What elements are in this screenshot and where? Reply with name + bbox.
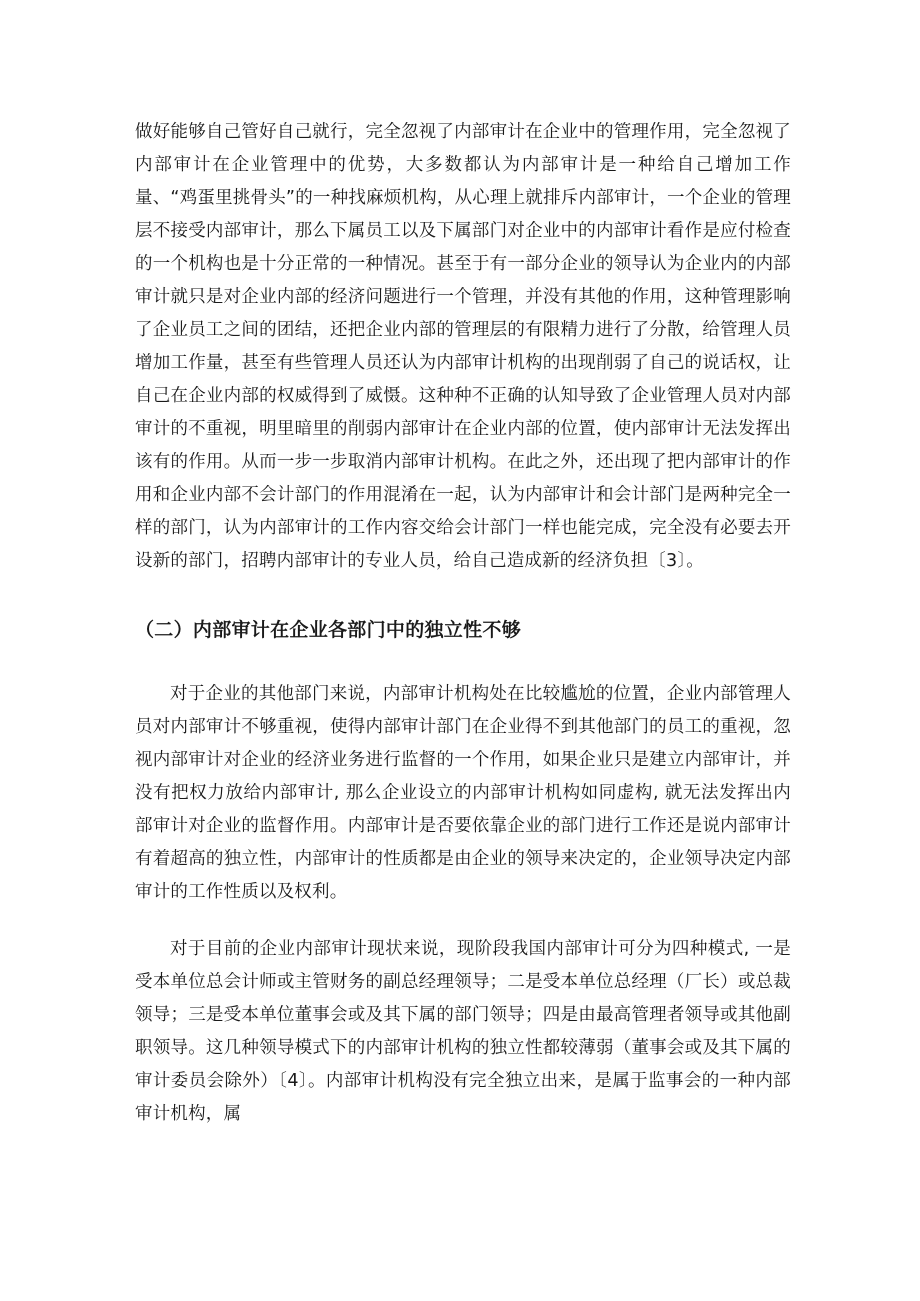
document-body <box>135 116 791 1131</box>
body-paragraph: 对于目前的企业内部审计现状来说，现阶段我国内部审计可分为四种模式, 一是受本单位总会计师或主管财务的副总经理领导；二是受本单位总经理（厂长）或总裁领导；三是受本单位董事会或及其下属的部门领导；四是由最高管理者领导或其他副职领导。这几种领导模式下的内部审计机构的独立性都较薄弱（董事会或及其下属的审计委员会除外）〔4〕。内部审计机构没有完全独立出来，是属于监事会的一种内部审计机构，属 <box>135 939 791 1124</box>
paragraph-spacer <box>135 578 791 614</box>
section-heading: （二）内部审计在企业各部门中的独立性不够 <box>135 619 522 641</box>
heading-spacer <box>135 647 791 678</box>
paragraph-spacer <box>135 909 791 933</box>
body-paragraph: 对于企业的其他部门来说，内部审计机构处在比较尴尬的位置，企业内部管理人员对内部审计不够重视，使得内部审计部门在企业得不到其他部门的员工的重视，忽视内部审计对企业的经济业务进行监督的一个作用，如果企业只是建立内部审计，并没有把权力放给内部审计, 那么企业设立的内部审计机构如同虚构, 就无法发挥出内部审计对企业的监督作用。内部审计是否要依靠企业的部门进行工作还是说内部审计有着超高的独立性，内部审计的性质都是由企业的领导来决定的，企业领导决定内部审计的工作性质以及权利。 <box>135 684 791 902</box>
body-paragraph: 做好能够自己管好自己就行，完全忽视了内部审计在企业中的管理作用，完全忽视了内部审计在企业管理中的优势，大多数都认为内部审计是一种给自己增加工作量、“鸡蛋里挑骨头”的一种找麻烦机构，从心理上就排斥内部审计，一个企业的管理层不接受内部审计，那么下属员工以及下属部门对企业中的内部审计看作是应付检查的一个机构也是十分正常的一种情况。甚至于有一部分企业的领导认为企业内的内部审计就只是对企业内部的经济问题进行一个管理，并没有其他的作用，这种管理影响了企业员工之间的团结，还把企业内部的管理层的有限精力进行了分散，给管理人员增加工作量，甚至有些管理人员还认为内部审计机构的出现削弱了自己的说话权，让自己在企业内部的权威得到了威慑。这种种不正确的认知导致了企业管理人员对内部审计的不重视，明里暗里的削弱内部审计在企业内部的位置，使内部审计无法发挥出该有的作用。从而一步一步取消内部审计机构。在此之外，还出现了把内部审计的作用和企业内部不会计部门的作用混淆在一起，认为内部审计和会计部门是两种完全一样的部门，认为内部审计的工作内容交给会计部门一样也能完成，完全没有必要去开设新的部门，招聘内部审计的专业人员，给自己造成新的经济负担〔3〕。 <box>135 122 791 571</box>
